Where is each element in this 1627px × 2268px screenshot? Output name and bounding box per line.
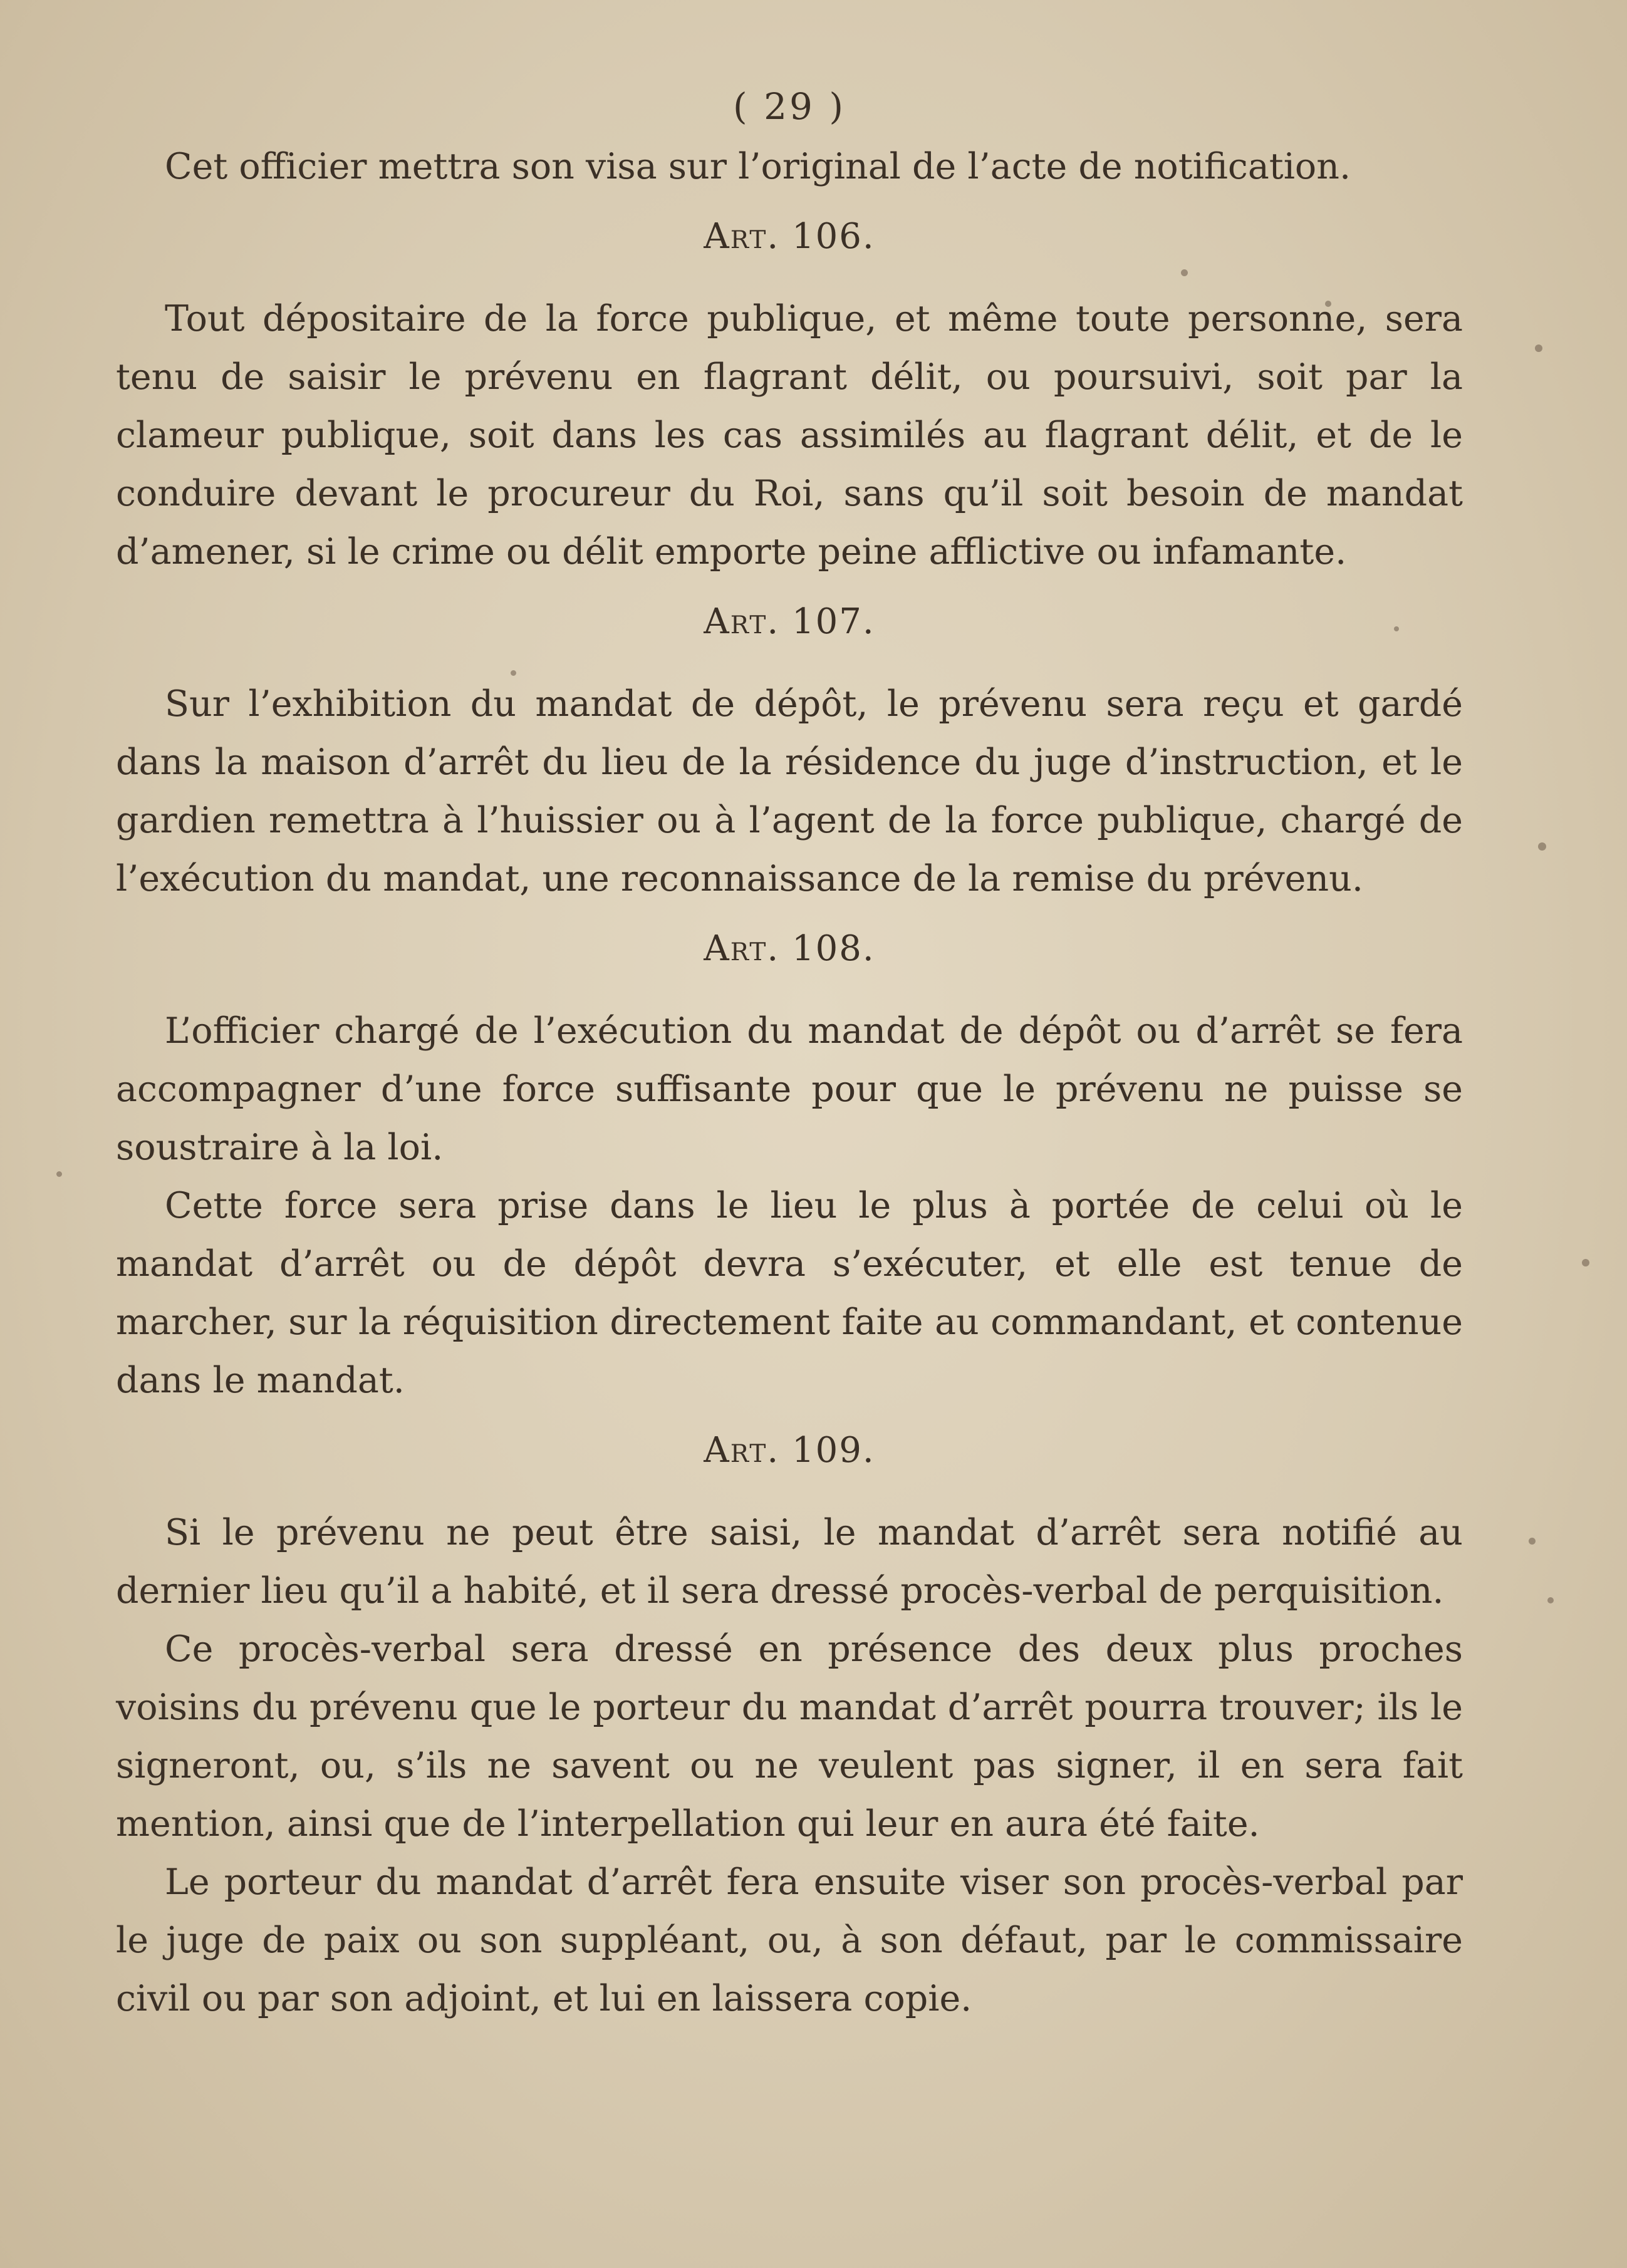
article-heading: Art. 106.	[704, 216, 875, 257]
article-paragraph: Le porteur du mandat d’arrêt fera ensuite viser son procès-verbal par le juge de paix ou son suppléant, ou, à son défaut, par le commissaire civil ou par son adjoint, et lui en laissera copie.	[116, 1862, 1463, 2019]
article-paragraph: Tout dépositaire de la force publique, et même toute personne, sera tenu de saisir le prévenu en flagrant délit, ou poursuivi, soit par la clameur publique, soit dans les cas assimilés au flagrant délit, et de le conduire devant le procureur du Roi, sans qu’il soit besoin de mandat d’amener, si le crime ou délit emporte peine afflictive ou infamante.	[116, 298, 1463, 572]
article-paragraph: Si le prévenu ne peut être saisi, le mandat d’arrêt sera notifié au dernier lieu qu’il a habité, et il sera dressé procès-verbal de perquisition.	[116, 1512, 1463, 1612]
opening-paragraph: Cet officier mettra son visa sur l’original de l’acte de notification.	[165, 146, 1351, 187]
page-content	[116, 81, 1463, 2028]
article-paragraph: L’officier chargé de l’exécution du mandat de dépôt ou d’arrêt se fera accompagner d’une force suffisante pour que le prévenu ne puisse se soustraire à la loi.	[116, 1010, 1463, 1168]
paper-spot	[1538, 842, 1546, 851]
article-107	[116, 594, 1463, 908]
article-heading: Art. 108.	[704, 928, 875, 969]
paper-spot	[1547, 1597, 1554, 1603]
article-106	[116, 209, 1463, 581]
article-paragraph: Ce procès-verbal sera dressé en présence des deux plus proches voisins du prévenu que le porteur du mandat d’arrêt pourra trouver; ils le signeront, ou, s’ils ne savent ou ne veulent pas signer, il en sera fait mention, ainsi que de l’interpellation qui leur en aura été faite.	[116, 1629, 1463, 1845]
article-heading: Art. 107.	[704, 601, 875, 642]
paper-spot	[56, 1171, 62, 1177]
article-108	[116, 921, 1463, 1410]
article-109	[116, 1422, 1463, 2028]
paper-spot	[1582, 1259, 1589, 1266]
paper-spot	[1535, 344, 1542, 352]
paper-spot	[1529, 1538, 1536, 1545]
article-paragraph: Sur l’exhibition du mandat de dépôt, le prévenu sera reçu et gardé dans la maison d’arrêt du lieu de la résidence du juge d’instruction, et le gardien remettra à l’huissier ou à l’agent de la force publique, chargé de l’exécution du mandat, une reconnaissance de la remise du prévenu.	[116, 683, 1463, 899]
page-number: ( 29 )	[733, 85, 846, 128]
article-heading: Art. 109.	[704, 1430, 875, 1471]
article-paragraph: Cette force sera prise dans le lieu le plus à portée de celui où le mandat d’arrêt ou de dépôt devra s’exécuter, et elle est tenue de marcher, sur la réquisition directement faite au commandant, et contenue dans le mandat.	[116, 1185, 1463, 1401]
